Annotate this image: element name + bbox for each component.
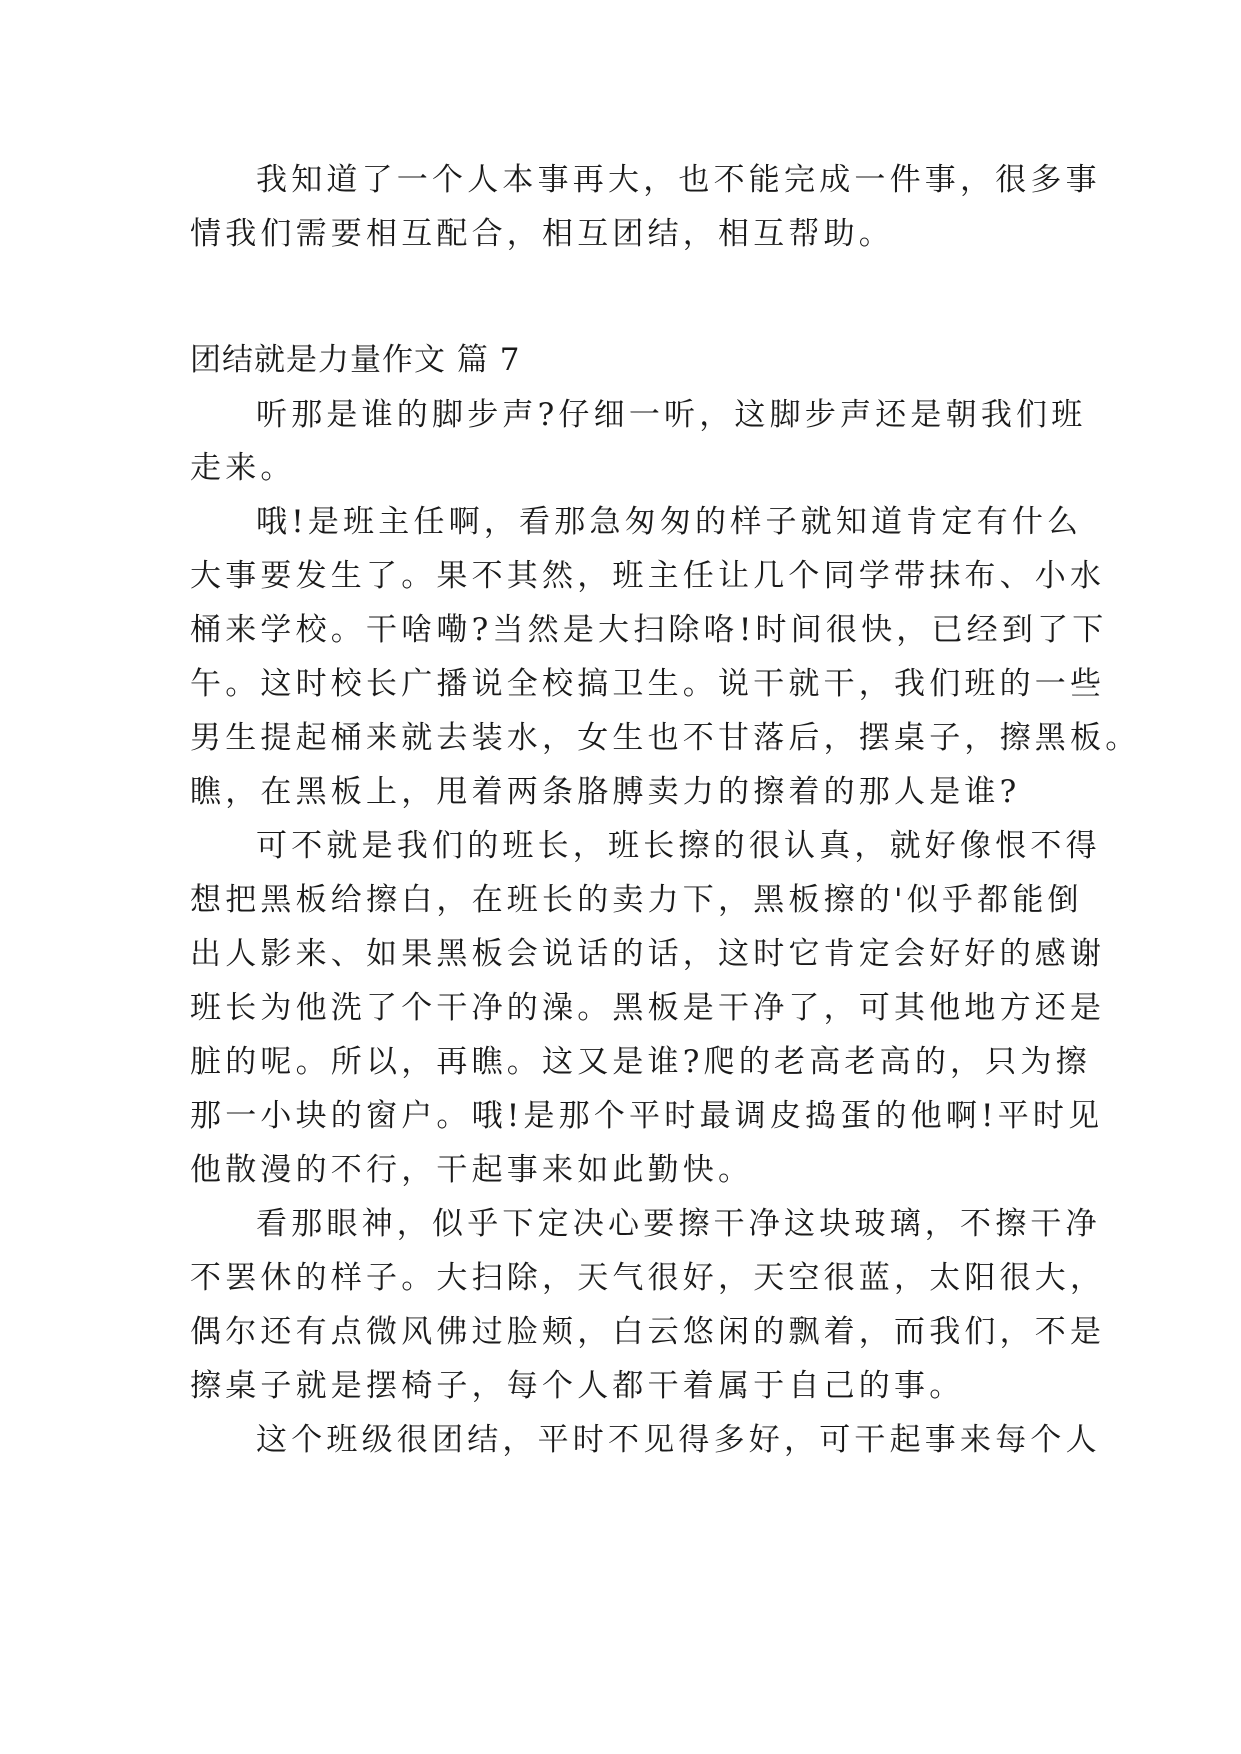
paragraph-line: 走来。 (190, 450, 296, 486)
paragraph-line: 可不就是我们的班长，班长擦的很认真，就好像恨不得 (256, 828, 1101, 864)
paragraph-line: 大事要发生了。果不其然，班主任让几个同学带抹布、小水 (190, 558, 1106, 594)
paragraph-line: 他散漫的不行，干起事来如此勤快。 (190, 1152, 754, 1188)
paragraph-line: 不罢休的样子。大扫除，天气很好，天空很蓝，太阳很大， (190, 1260, 1106, 1296)
paragraph-line: 想把黑板给擦白，在班长的卖力下，黑板擦的'似乎都能倒 (190, 882, 1083, 918)
paragraph-line: 那一小块的窗户。哦!是那个平时最调皮捣蛋的他啊!平时见 (190, 1098, 1104, 1134)
paragraph-line: 哦!是班主任啊，看那急匆匆的样子就知道肯定有什么 (256, 504, 1083, 540)
paragraph-line: 男生提起桶来就去装水，女生也不甘落后，摆桌子，擦黑板。 (190, 720, 1141, 756)
paragraph-line: 瞧，在黑板上，甩着两条胳膊卖力的擦着的那人是谁? (190, 774, 1021, 810)
paragraph-line: 桶来学校。干啥嘞?当然是大扫除咯!时间很快，已经到了下 (190, 612, 1108, 648)
paragraph-line: 这个班级很团结，平时不见得多好，可干起事来每个人 (256, 1422, 1101, 1458)
paragraph-line: 脏的呢。所以，再瞧。这又是谁?爬的老高老高的，只为擦 (190, 1044, 1091, 1080)
paragraph-line: 午。这时校长广播说全校搞卫生。说干就干，我们班的一些 (190, 666, 1106, 702)
section-heading: 团结就是力量作文 篇 7 (190, 342, 521, 378)
paragraph-line: 情我们需要相互配合，相互团结，相互帮助。 (190, 216, 894, 252)
paragraph-line: 听那是谁的脚步声?仔细一听，这脚步声还是朝我们班 (256, 397, 1087, 433)
paragraph-line: 班长为他洗了个干净的澡。黑板是干净了，可其他地方还是 (190, 990, 1106, 1026)
paragraph-line: 我知道了一个人本事再大，也不能完成一件事，很多事 (256, 162, 1101, 198)
paragraph-line: 擦桌子就是摆椅子，每个人都干着属于自己的事。 (190, 1368, 965, 1404)
paragraph-line: 看那眼神，似乎下定决心要擦干净这块玻璃，不擦干净 (256, 1206, 1101, 1242)
paragraph-line: 出人影来、如果黑板会说话的话，这时它肯定会好好的感谢 (190, 936, 1106, 972)
paragraph-line: 偶尔还有点微风佛过脸颊，白云悠闲的飘着，而我们，不是 (190, 1314, 1106, 1350)
